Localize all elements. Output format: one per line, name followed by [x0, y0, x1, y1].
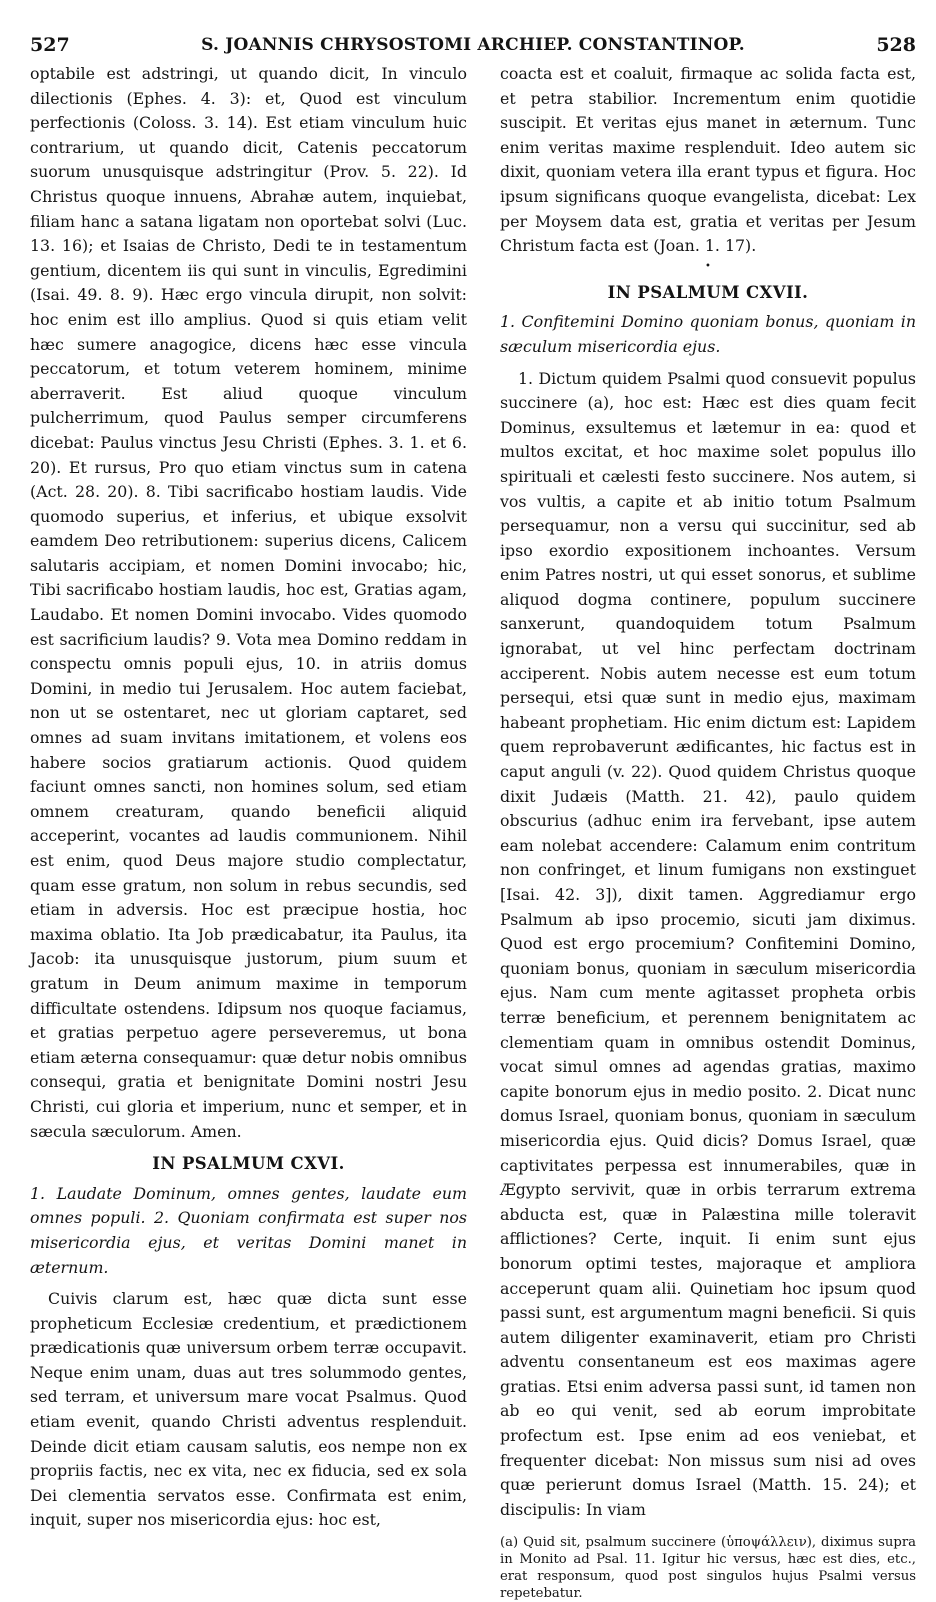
right-column — [500, 62, 916, 1602]
section-separator-dot: • — [705, 260, 711, 272]
running-title: S. JOANNIS CHRYSOSTOMI ARCHIEP. CONSTANTINOP. — [201, 35, 745, 55]
footnote: (a) Quid sit, psalmum succinere (ὑποψάλλειν), diximus supra in Monito ad Psal. 11. Igitur hic versus, hæc est dies, etc., erat responsum, quod post singulos hujus Psalmi versus repetebatur. — [500, 1535, 916, 1602]
paragraph-continuation: coacta est et coaluit, firmaque ac solida facta est, et petra stabilior. Incrementum enim quotidie suscipit. Et veritas ejus manet in æternum. Tunc enim veritas maxime resplenduit. Ideo autem sic dixit, quoniam vetera illa erant typus et figura. Hoc ipsum significans quoque evangelista, dicebat: Lex per Moysem data est, gratia et veritas per Jesum Christum facta est (Joan. 1. 17). — [500, 64, 916, 256]
page-number-left: 527 — [30, 34, 70, 56]
left-column — [30, 62, 467, 1533]
paragraph-continuation: optabile est adstringi, ut quando dicit, In vinculo dilectionis (Ephes. 4. 3): et, Quod est vinculum perfectionis (Coloss. 3. 14). Est etiam vinculum huic contrarium, ut quando dicit, Catenis peccatorum suorum unusquisque adstringitur (Prov. 5. 22). Id Christus quoque innuens, Abrahæ autem, inquiebat, filiam hanc a satana ligatam non oportebat solvi (Luc. 13. 16); et Isaias de Christo, Dedi te in testamentum gentium, dicentem iis qui sunt in vinculis, Egredimini (Isai. 49. 8. 9). Hæc ergo vincula dirupit, non solvit: hoc enim est illo amplius. Quod si quis etiam velit hæc sumere anagogice, dicens hæc esse vincula peccatorum, et totum veterem hominem, minime aberraverit. Est aliud quoque vinculum pulcherrimum, quod Paulus semper circumferens dicebat: Paulus vinctus Jesu Christi (Ephes. 3. 1. et 6. 20). Et rursus, Pro quo etiam vinctus sum in catena (Act. 28. 20). 8. Tibi sacrificabo hostiam laudis. Vide quomodo superius, et inferius, et ubique exsolvit eamdem Deo retributionem: superius dicens, Calicem salutaris accipiam, et nomen Domini invocabo; hic, Tibi sacrificabo hostiam laudis, hoc est, Gratias agam, Laudabo. Et nomen Domini invocabo. Vides quomodo est sacrificium laudis? 9. Vota mea Domino reddam in conspectu omnis populi ejus, 10. in atriis domus Domini, in medio tui Jerusalem. Hoc autem faciebat, non ut se ostentaret, nec ut gloriam captaret, sed omnes ad suam invitans imitationem, et volens eos habere socios gratiarum actionis. Quod quidem faciunt omnes sancti, non homines solum, sed etiam omnem creaturam, quando beneficii aliquid acceperint, vocantes ad laudis communionem. Nihil est enim, quod Deus majore studio complectatur, quam esse gratum, non solum in rebus secundis, sed etiam in adversis. Hoc est præcipue hostia, hoc maxima oblatio. Ita Job prædicabatur, ita Paulus, ita Jacob: ita unusquisque justorum, pium suum et gratum in Deum animum maxime in temporum difficultate ostendens. Idipsum nos quoque faciamus, et gratias perpetuo agere perseveremus, ut bona etiam æterna consequamur: quæ detur nobis omnibus consequi, gratia et benignitate Domini nostri Jesu Christi, cui gloria et imperium, nunc et semper, et in sæcula sæculorum. Amen. — [30, 64, 467, 1141]
paragraph-commentary: 1. Dictum quidem Psalmi quod consuevit populus succinere (a), hoc est: Hæc est dies quam fecit Dominus, exsultemus et lætemur in ea: quod et multos excitat, et hoc maxime solet populus illo spirituali et cælesti festo succinere. Nos autem, si vos vultis, a capite et ab initio totum Psalmum persequamur, non a versu qui succinitur, sed ab ipso exordio expositionem inchoantes. Versum enim Patres nostri, ut qui esset sonorus, et sublime aliquod dogma continere, populum succinere sanxerunt, quandoquidem totum Psalmum ignorabat, ut vel hinc perfectam doctrinam acciperent. Nobis autem necesse est eum totum persequi, etsi quæ sunt in medio ejus, maximam habeant prophetiam. Hic enim dictum est: Lapidem quem reprobaverunt ædificantes, hic factus est in caput anguli (v. 22). Quod quidem Christus quoque dixit Judæis (Matth. 21. 42), paulo quidem obscurius (adhuc enim ira fervebant, ipse autem eam nolebat accendere: Calamum enim contritum non confringet, et linum fumigans non exstinguet [Isai. 42. 3]), dixit tamen. Aggrediamur ergo Psalmum ab ipso procemio, sicuti jam diximus. Quod est ergo procemium? Confitemini Domino, quoniam bonus, quoniam in sæculum misericordia ejus. Nam cum mente agitasset propheta orbis terræ beneficium, et perennem benignitatem ac clementiam quam in omnibus ostendit Dominus, vocat simul omnes ad agendas gratias, maximo capite bonorum ejus in medio posito. 2. Dicat nunc domus Israel, quoniam bonus, quoniam in sæculum misericordia ejus. Quid dicis? Domus Israel, quæ captivitates perpessa est innumerabiles, quæ in Ægypto servivit, quæ in orbis terrarum extrema abducta est, quæ in Palæstina mille toleravit afflictiones? Certe, inquit. Ii enim sunt ejus bonorum optimi testes, majoraque et ampliora acceperunt quam alii. Quinetiam hoc ipsum quod passi sunt, est argumentum magni beneficii. Si quis autem diligenter examinaverit, etiam pro Christi adventu consentaneum est eos maximas agere gratias. Etsi enim adversa passi sunt, id tamen non ab eo qui venit, sed ab eorum improbitate profectum est. Ipse enim ad eos veniebat, et frequenter dicebat: Non missus sum nisi ad oves quæ perierunt domus Israel (Matth. 15. 24); et discipulis: In viam — [500, 368, 916, 1519]
section-heading-psalm-117: IN PSALMUM CXVII. — [607, 282, 809, 302]
psalm-verse: 1. Laudate Dominum, omnes gentes, laudate eum omnes populi. 2. Quoniam confirmata est super nos misericordia ejus, et veritas Domini manet in æternum. — [30, 1183, 467, 1277]
section-heading-psalm-116: IN PSALMUM CXVI. — [152, 1154, 345, 1174]
psalm-verse: 1. Confitemini Domino quoniam bonus, quoniam in sæculum misericordia ejus. — [500, 312, 916, 356]
page-number-right: 528 — [876, 34, 916, 56]
running-header — [30, 34, 916, 58]
paragraph-commentary: Cuivis clarum est, hæc quæ dicta sunt esse propheticum Ecclesiæ credentium, et prædictionem prædicationis quæ universum orbem terræ occupavit. Neque enim unam, duas aut tres solummodo gentes, sed terram, et universum mare vocat Psalmus. Quod etiam evenit, quando Christi adventus resplenduit. Deinde dicit etiam causam salutis, eos nempe non ex propriis factis, nec ex vita, nec ex fiducia, sed ex sola Dei clementia servatos esse. Confirmata est enim, inquit, super nos misericordia ejus: hoc est, — [30, 1289, 467, 1530]
